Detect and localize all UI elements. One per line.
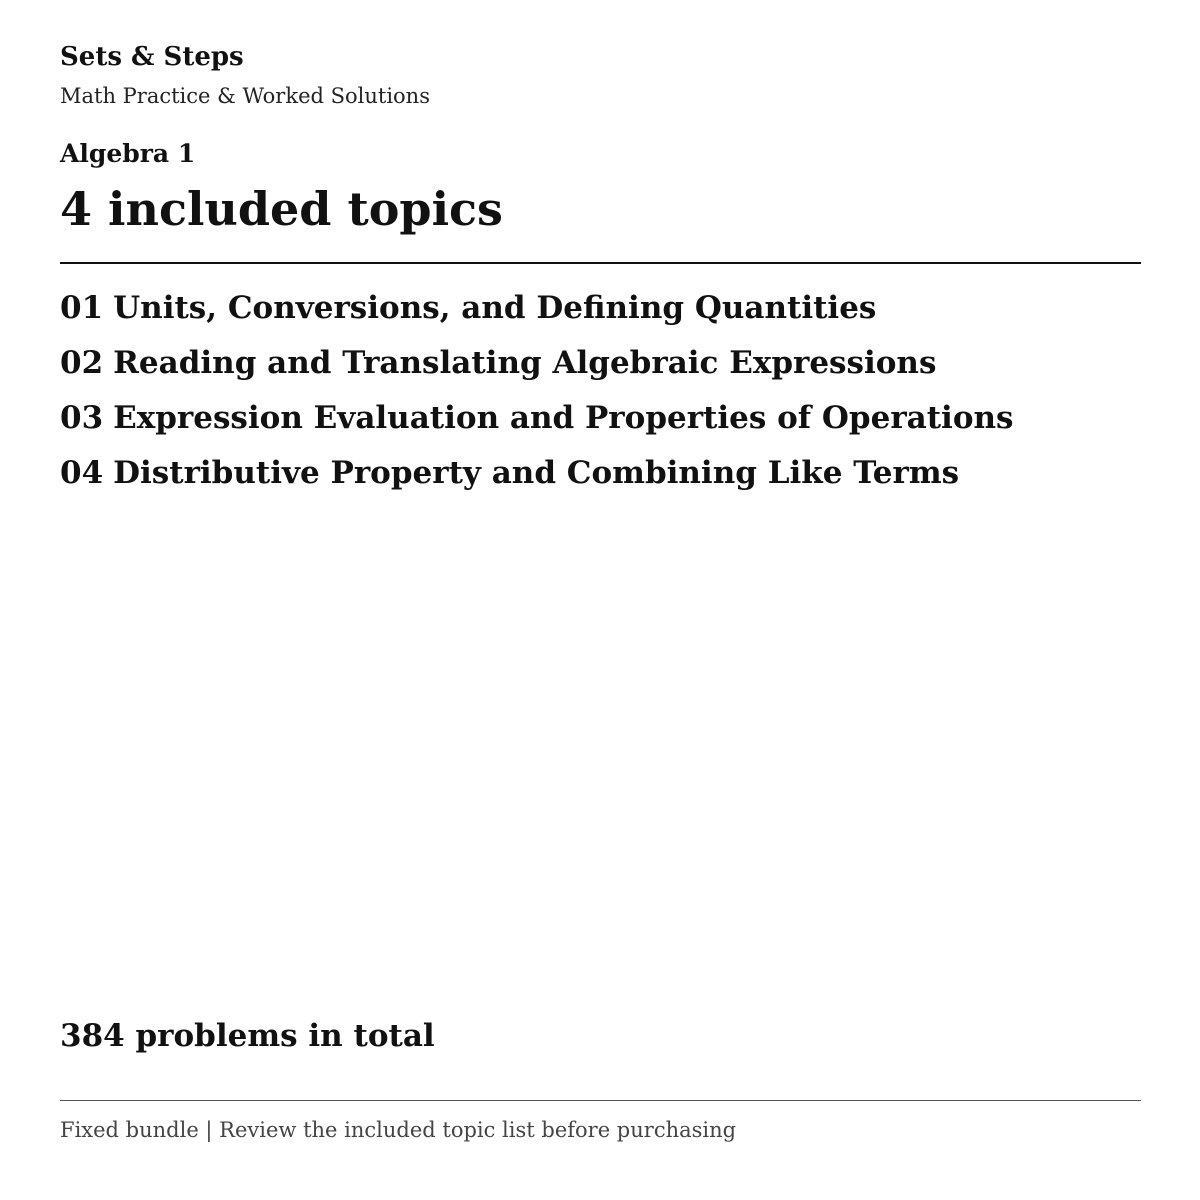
topic-number: 01	[60, 290, 104, 326]
topic-item	[60, 336, 1014, 391]
topic-title: Units, Conversions, and Defining Quantities	[113, 290, 877, 326]
topic-list	[60, 281, 1014, 501]
topic-number: 02	[60, 345, 104, 381]
brand-tagline: Math Practice & Worked Solutions	[60, 84, 430, 108]
bundle-page	[60, 0, 1141, 1200]
topic-number: 03	[60, 400, 104, 436]
problems-total: 384 problems in total	[60, 1018, 435, 1054]
header-divider	[60, 262, 1141, 264]
footer-divider	[60, 1100, 1141, 1101]
topic-number: 04	[60, 455, 104, 491]
topic-item	[60, 281, 1014, 336]
topic-title: Reading and Translating Algebraic Expressions	[113, 345, 937, 381]
brand-name: Sets & Steps	[60, 42, 244, 72]
topic-item	[60, 446, 1014, 501]
topic-title: Distributive Property and Combining Like Terms	[113, 455, 960, 491]
footer-note: Fixed bundle | Review the included topic list before purchasing	[60, 1118, 737, 1142]
course-title: Algebra 1	[60, 139, 196, 168]
topic-item	[60, 391, 1014, 446]
topic-title: Expression Evaluation and Properties of Operations	[113, 400, 1014, 436]
topics-count-heading: 4 included topics	[60, 182, 503, 236]
